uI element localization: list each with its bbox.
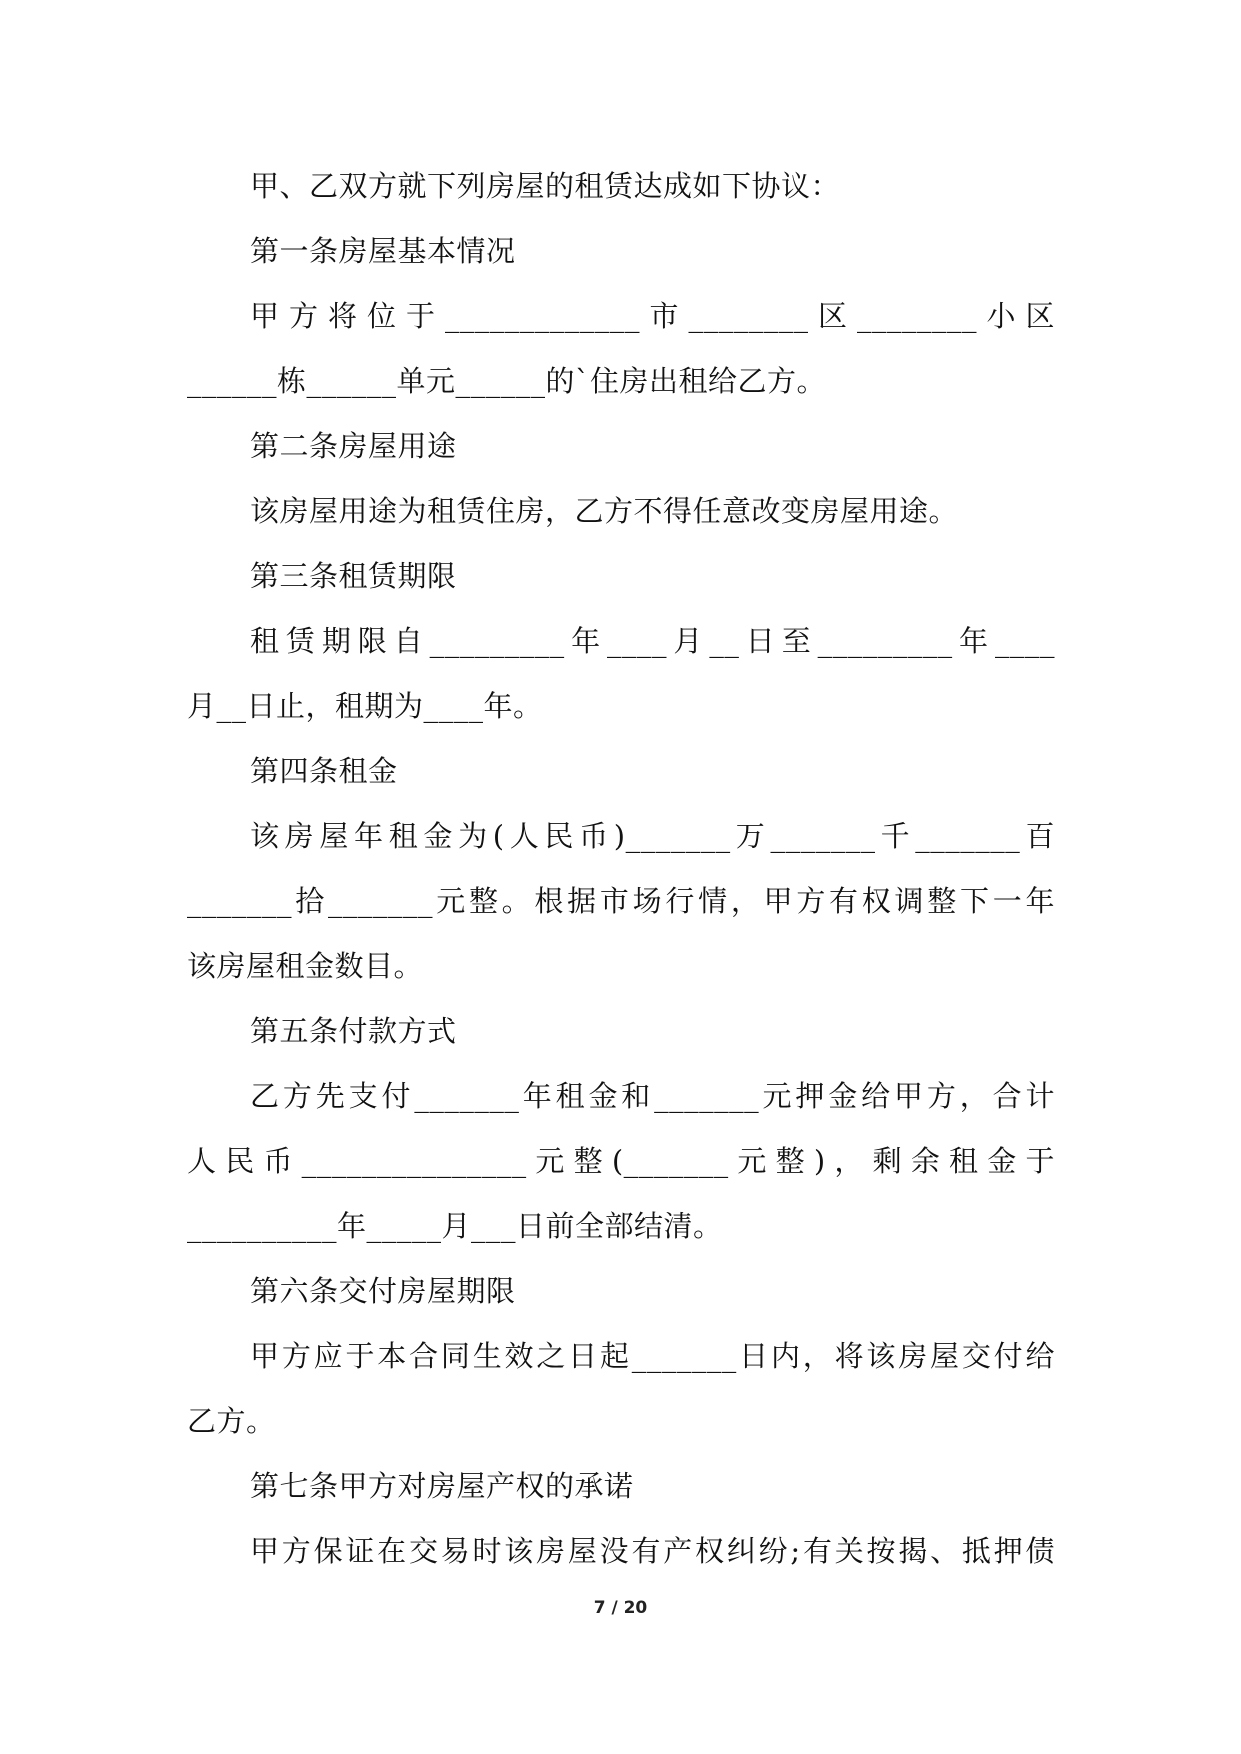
article-1-text-line-1: 甲方将位于_____________市________区________小区 — [250, 299, 1055, 333]
article-7-text-line-1: 甲方保证在交易时该房屋没有产权纠纷;有关按揭、抵押债 — [250, 1534, 1055, 1568]
article-6-text-line-1: 甲方应于本合同生效之日起_______日内，将该房屋交付给 — [250, 1339, 1055, 1373]
article-7-heading: 第七条甲方对房屋产权的承诺 — [250, 1469, 634, 1503]
article-3-text-line-2: 月__日止，租期为____年。 — [187, 689, 543, 723]
page-number: 7 / 20 — [593, 1598, 648, 1618]
article-5-heading: 第五条付款方式 — [250, 1014, 457, 1048]
article-1-heading: 第一条房屋基本情况 — [250, 234, 516, 268]
article-4-text-line-1: 该房屋年租金为(人民币)_______万_______千_______百 — [250, 819, 1055, 853]
article-6-heading: 第六条交付房屋期限 — [250, 1274, 516, 1308]
article-1-text-line-2: ______栋______单元______的`住房出租给乙方。 — [187, 364, 827, 398]
article-4-text-line-3: 该房屋租金数目。 — [187, 949, 424, 983]
article-2-heading: 第二条房屋用途 — [250, 429, 457, 463]
article-5-text-line-3: __________年_____月___日前全部结清。 — [187, 1209, 723, 1243]
article-4-heading: 第四条租金 — [250, 754, 398, 788]
article-5-text-line-2: 人民币_______________元整(_______元整)，剩余租金于 — [187, 1144, 1055, 1178]
article-6-text-line-2: 乙方。 — [187, 1404, 276, 1438]
article-2-text: 该房屋用途为租赁住房，乙方不得任意改变房屋用途。 — [250, 494, 959, 528]
article-3-text-line-1: 租赁期限自_________年____月__日至_________年____ — [250, 624, 1055, 658]
document-body — [187, 154, 1055, 1584]
intro-paragraph: 甲、乙双方就下列房屋的租赁达成如下协议： — [250, 169, 841, 203]
article-3-heading: 第三条租赁期限 — [250, 559, 457, 593]
article-4-text-line-2: _______拾_______元整。根据市场行情，甲方有权调整下一年 — [187, 884, 1055, 918]
article-5-text-line-1: 乙方先支付_______年租金和_______元押金给甲方，合计 — [250, 1079, 1055, 1113]
